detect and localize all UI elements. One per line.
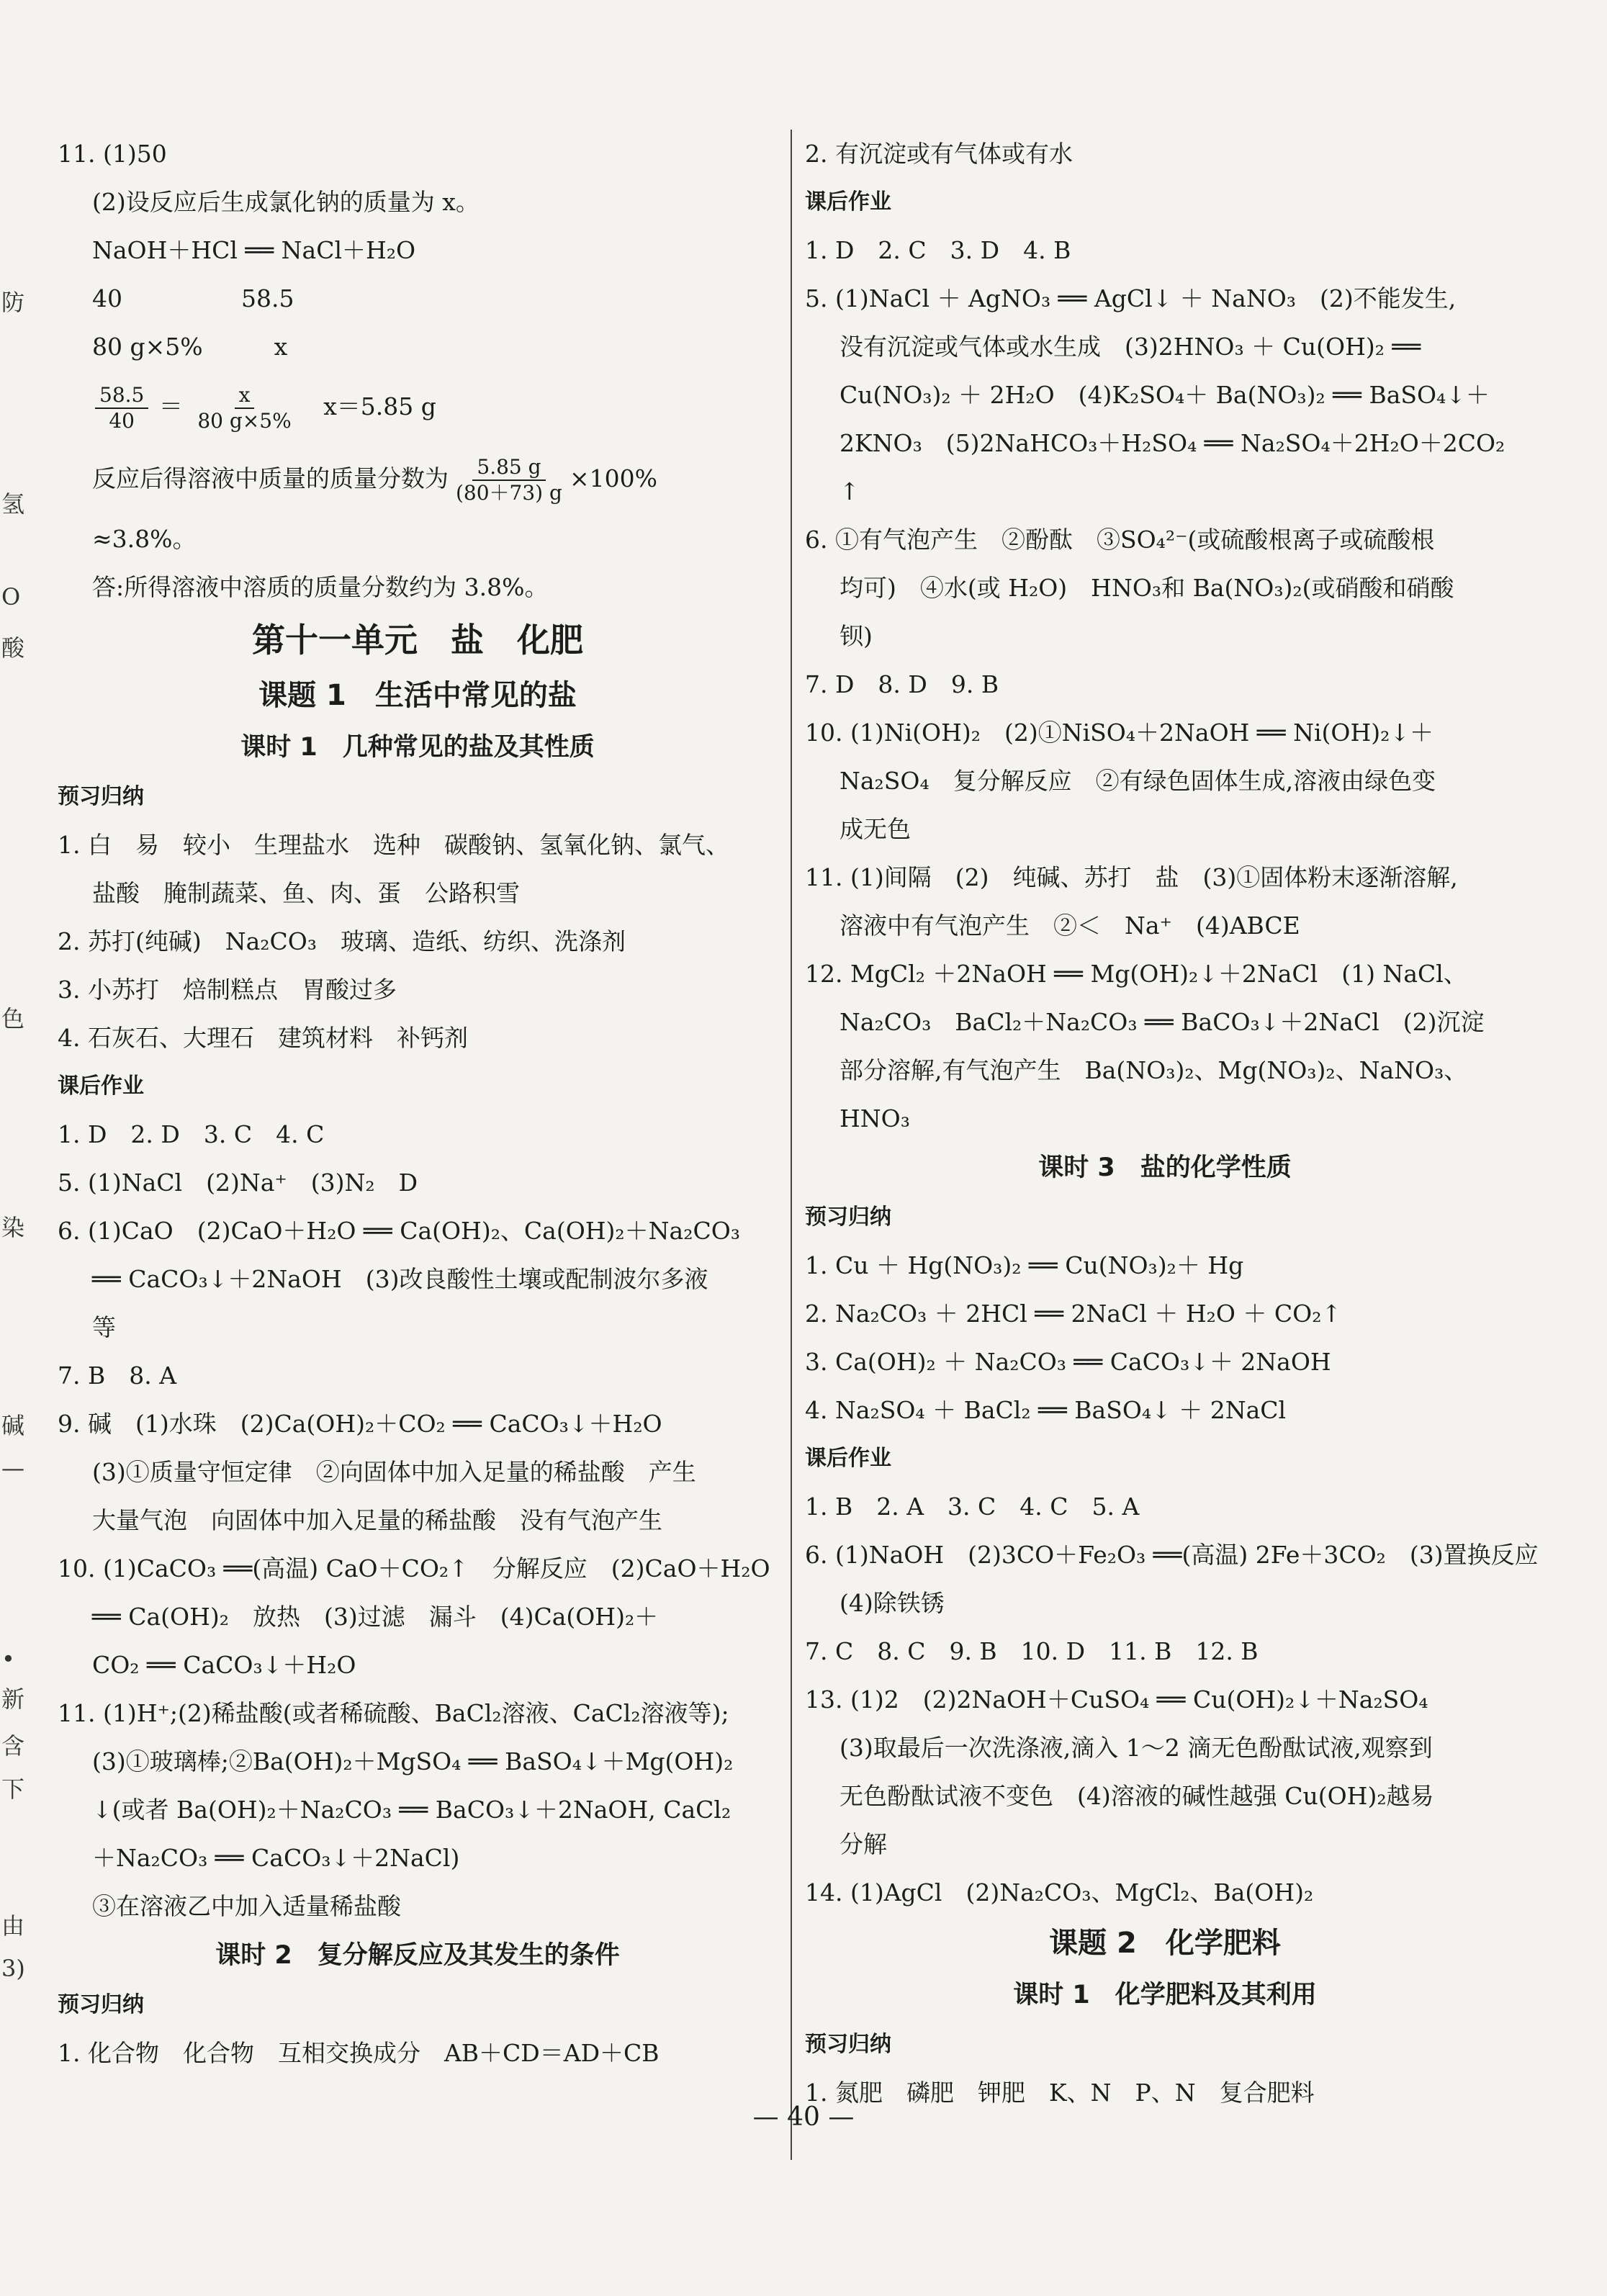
answer-line: 没有沉淀或气体或水生成 (3)2HNO₃ ＋ Cu(OH)₂ ══ [839, 333, 1421, 361]
margin-fragment: 含 [1, 1732, 25, 1760]
answer-line: 1. 氮肥 磷肥 钾肥 K、N P、N 复合肥料 [805, 2079, 1315, 2107]
margin-fragment: 防 [1, 289, 25, 316]
unit-title: 第十一单元 盐 化肥 [252, 621, 583, 659]
answer-line: 10. (1)CaCO₃ ══(高温) CaO＋CO₂↑ 分解反应 (2)CaO＋H₂O [58, 1554, 770, 1583]
answer-line: 均可) ④水(或 H₂O) HNO₃和 Ba(NO₃)₂(或硝酸和硝酸 [839, 574, 1454, 602]
answer-line: 4. Na₂SO₄ ＋ BaCl₂ ══ BaSO₄↓ ＋ 2NaCl [805, 1396, 1287, 1424]
answer-line: 盐酸 腌制蔬菜、鱼、肉、蛋 公路积雪 [92, 879, 520, 907]
answer-line: Na₂CO₃ BaCl₂＋Na₂CO₃ ══ BaCO₃↓＋2NaCl (2)沉淀 [839, 1008, 1485, 1036]
answer-line: (3)①玻璃棒;②Ba(OH)₂＋MgSO₄ ══ BaSO₄↓＋Mg(OH)₂ [92, 1747, 734, 1775]
section-label: 课后作业 [805, 1446, 891, 1471]
answer-line: 溶液中有气泡产生 ②＜ Na⁺ (4)ABCE [839, 911, 1300, 940]
answer-line: HNO₃ [839, 1104, 910, 1133]
fraction [451, 455, 567, 505]
chemical-equation: NaOH＋HCl ══ NaCl＋H₂O [92, 236, 416, 264]
margin-fragment: 染 [1, 1214, 25, 1241]
margin-fragment: 新 [1, 1685, 25, 1713]
proportion-line [58, 371, 778, 443]
fraction-numerator: 5.85 g [472, 455, 545, 481]
answer-line: 钡) [839, 622, 873, 650]
answer-line: Na₂SO₄ 复分解反应 ②有绿色固体生成,溶液由绿色变 [839, 767, 1436, 795]
margin-fragment: 由 [1, 1912, 25, 1940]
answer-line: 1. B 2. A 3. C 4. C 5. A [805, 1493, 1140, 1521]
answer-line: 1. 白 易 较小 生理盐水 选种 碳酸钠、氢氧化钠、氯气、 [58, 831, 729, 859]
answer-line: 9. 碱 (1)水珠 (2)Ca(OH)₂＋CO₂ ══ CaCO₃↓＋H₂O [58, 1410, 662, 1438]
answer-line: ≈3.8%。 [92, 525, 197, 553]
answer-line: (2)设反应后生成氯化钠的质量为 x。 [92, 188, 480, 216]
answer-line: 2. 苏打(纯碱) Na₂CO₃ 玻璃、造纸、纺织、洗涤剂 [58, 927, 626, 955]
margin-fragment: • [1, 1645, 15, 1673]
fraction-denominator: (80＋73) g [456, 481, 562, 505]
answer-line: ↓(或者 Ba(OH)₂＋Na₂CO₃ ══ BaCO₃↓＋2NaOH, CaCl₂ [92, 1796, 732, 1824]
answer-line: ══ CaCO₃↓＋2NaOH (3)改良酸性土壤或配制波尔多液 [92, 1265, 708, 1293]
answer-line: 等 [92, 1313, 116, 1341]
left-column [58, 130, 778, 2077]
margin-fragment: 氢 [1, 490, 25, 518]
margin-fragment: 酸 [1, 634, 25, 662]
answer-line: (3)取最后一次洗涤液,滴入 1～2 滴无色酚酞试液,观察到 [839, 1734, 1433, 1762]
margin-fragments [0, 0, 36, 2296]
answer-line: 1. D 2. C 3. D 4. B [805, 236, 1071, 264]
lesson-title: 课时 2 复分解反应及其发生的条件 [215, 1941, 620, 1970]
fraction-denominator: 40 [109, 409, 135, 433]
ratio-row: 40 58.5 [92, 284, 294, 312]
answer-line: 7. B 8. A [58, 1361, 177, 1390]
fraction [95, 383, 148, 433]
answer-line: 2. Na₂CO₃ ＋ 2HCl ══ 2NaCl ＋ H₂O ＋ CO₂↑ [805, 1300, 1342, 1328]
answer-line: 4. 石灰石、大理石 建筑材料 补钙剂 [58, 1024, 468, 1052]
fraction-numerator: x [235, 383, 255, 409]
fraction-numerator: 58.5 [95, 383, 148, 409]
answer-line: Cu(NO₃)₂ ＋ 2H₂O (4)K₂SO₄＋ Ba(NO₃)₂ ══ BaSO₄↓＋ [839, 381, 1490, 409]
margin-fragment: — [1, 1454, 24, 1482]
answer-line: 13. (1)2 (2)2NaOH＋CuSO₄ ══ Cu(OH)₂↓＋Na₂SO₄ [805, 1685, 1428, 1714]
answer-line: 5. (1)NaCl ＋ AgNO₃ ══ AgCl↓ ＋ NaNO₃ (2)不能发生, [805, 284, 1457, 312]
answer-line: 6. ①有气泡产生 ②酚酞 ③SO₄²⁻(或硫酸根离子或硫酸根 [805, 526, 1435, 554]
answer-line: 3. 小苏打 焙制糕点 胃酸过多 [58, 976, 397, 1004]
answer-line: ══ Ca(OH)₂ 放热 (3)过滤 漏斗 (4)Ca(OH)₂＋ [92, 1603, 659, 1631]
fraction-denominator: 80 g×5% [197, 409, 292, 433]
answer-line: 1. Cu ＋ Hg(NO₃)₂ ══ Cu(NO₃)₂＋ Hg [805, 1251, 1244, 1279]
answer-line: 3. Ca(OH)₂ ＋ Na₂CO₃ ══ CaCO₃↓＋ 2NaOH [805, 1348, 1331, 1376]
margin-fragment: 色 [1, 1005, 25, 1032]
section-label: 预习归纳 [805, 2032, 891, 2057]
equals-sign: ＝ [158, 392, 183, 420]
answer-line: 1. D 2. D 3. C 4. C [58, 1120, 325, 1148]
section-label: 课后作业 [805, 189, 891, 215]
topic-title: 课题 1 生活中常见的盐 [258, 679, 577, 712]
answer-line: 5. (1)NaCl (2)Na⁺ (3)N₂ D [58, 1169, 418, 1197]
answer-line: 11. (1)间隔 (2) 纯碱、苏打 盐 (3)①固体粉末逐渐溶解, [805, 863, 1458, 891]
answer-line: 部分溶解,有气泡产生 Ba(NO₃)₂、Mg(NO₃)₂、NaNO₃、 [839, 1056, 1468, 1084]
answer-line: (3)①质量守恒定律 ②向固体中加入足量的稀盐酸 产生 [92, 1458, 696, 1486]
margin-fragment: 下 [1, 1775, 25, 1803]
answer-line: 分解 [839, 1830, 887, 1858]
answer-line: 答:所得溶液中溶质的质量分数约为 3.8%。 [92, 573, 549, 601]
column-divider [791, 130, 792, 2160]
answer-line: 无色酚酞试液不变色 (4)溶液的碱性越强 Cu(OH)₂越易 [839, 1782, 1434, 1810]
right-column [805, 130, 1539, 2117]
answer-line: 成无色 [839, 815, 911, 843]
answer-line: 7. C 8. C 9. B 10. D 11. B 12. B [805, 1637, 1259, 1665]
answer-line: 2KNO₃ (5)2NaHCO₃＋H₂SO₄ ══ Na₂SO₄＋2H₂O＋2CO₂ [839, 429, 1505, 457]
answer-line: 大量气泡 向固体中加入足量的稀盐酸 没有气泡产生 [92, 1506, 662, 1534]
answer-line: (4)除铁锈 [839, 1589, 945, 1617]
section-label: 预习归纳 [805, 1205, 891, 1230]
mass-fraction-prefix: 反应后得溶液中质量的质量分数为 [92, 464, 449, 492]
topic-title: 课题 2 化学肥料 [1049, 1927, 1281, 1960]
answer-line: 2. 有沉淀或有气体或有水 [805, 140, 1073, 168]
lesson-title: 课时 1 化学肥料及其利用 [1013, 1981, 1317, 2009]
answer-line: 1. 化合物 化合物 互相交换成分 AB＋CD＝AD＋CB [58, 2039, 660, 2067]
proportion-result: x＝5.85 g [323, 392, 436, 420]
answer-line: 7. D 8. D 9. B [805, 670, 999, 698]
answer-line: 11. (1)50 [58, 140, 167, 168]
answer-line: 6. (1)NaOH (2)3CO＋Fe₂O₃ ══(高温) 2Fe＋3CO₂ (3)置换反应 [805, 1541, 1539, 1569]
answer-line: 11. (1)H⁺;(2)稀盐酸(或者稀硫酸、BaCl₂溶液、CaCl₂溶液等); [58, 1699, 729, 1727]
lesson-title: 课时 1 几种常见的盐及其性质 [240, 733, 595, 762]
answer-line: ↑ [839, 477, 860, 505]
fraction [193, 383, 295, 433]
ratio-row: 80 g×5% x [92, 333, 288, 361]
margin-fragment: O [1, 583, 21, 611]
section-label: 课后作业 [58, 1073, 144, 1099]
answer-line: 6. (1)CaO (2)CaO＋H₂O ══ Ca(OH)₂、Ca(OH)₂＋Na₂CO₃ [58, 1217, 740, 1245]
section-label: 预习归纳 [58, 1992, 144, 2017]
answer-line: ＋Na₂CO₃ ══ CaCO₃↓＋2NaCl) [92, 1844, 460, 1872]
lesson-title: 课时 3 盐的化学性质 [1038, 1153, 1292, 1182]
answer-line: 10. (1)Ni(OH)₂ (2)①NiSO₄＋2NaOH ══ Ni(OH)₂↓＋ [805, 719, 1434, 747]
answer-line: 14. (1)AgCl (2)Na₂CO₃、MgCl₂、Ba(OH)₂ [805, 1878, 1314, 1906]
page-number: — 40 — [752, 2102, 855, 2132]
section-label: 预习归纳 [58, 784, 144, 809]
answer-line: 12. MgCl₂ ＋2NaOH ══ Mg(OH)₂↓＋2NaCl (1) NaCl、 [805, 960, 1467, 988]
answer-line: ③在溶液乙中加入适量稀盐酸 [92, 1892, 401, 1920]
mass-fraction-suffix: ×100% [569, 464, 657, 492]
mass-fraction-line [58, 443, 778, 515]
margin-fragment: 碱 [1, 1412, 25, 1439]
margin-fragment: 3) [1, 1955, 25, 1982]
answer-line: CO₂ ══ CaCO₃↓＋H₂O [92, 1651, 356, 1679]
